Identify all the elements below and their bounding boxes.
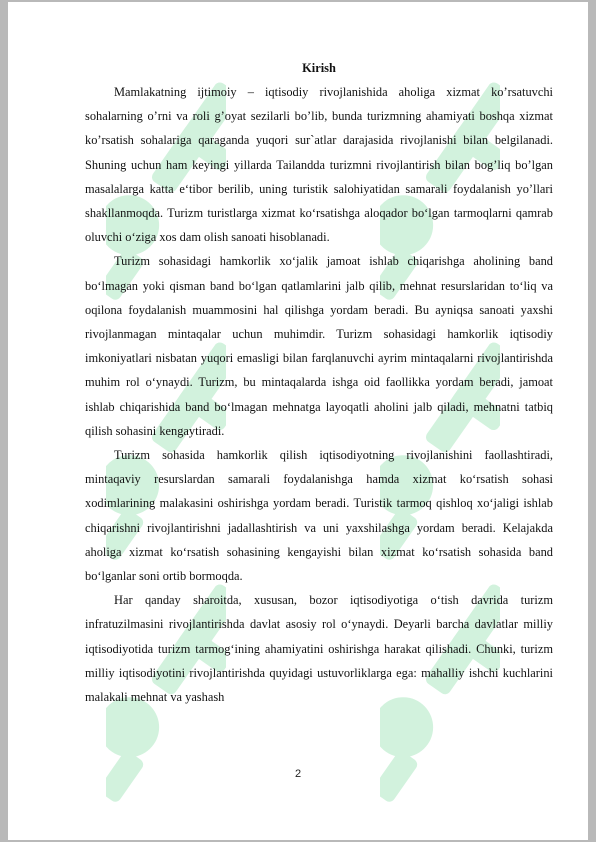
page-number: 2: [294, 768, 302, 780]
paragraph: Turizm sohasida hamkorlik qilish iqtisodiyotning rivojlanishini faollashtiradi, mintaqaviy resurslardan samarali foydalanishga hamda xizmat ko‘rsatish sohasi xodimlarining malakasini oshirishga yordam beradi. Turistik tarmoq qishloq xo‘jaligi ishlab chiqarishni rivojlantirishni jadallashtirish va uni yaxshilashga yordam beradi. Kelajakda aholiga xizmat ko‘rsatish sohasining kengayishi bilan xizmat ko‘rsatish sohasida band bo‘lganlar soni ortib bormoqda.: [85, 448, 553, 584]
document-page: [8, 2, 588, 840]
document-title: Kirish: [302, 61, 336, 75]
document-body: [85, 56, 553, 709]
paragraph: Har qanday sharoitda, xususan, bozor iqtisodiyotiga o‘tish davrida turizm infratuzilmasini rivojlantirishda davlat asosiy rol o‘ynaydi. Deyarli barcha davlatlar milliy iqtisodiyotida turizm tarmog‘ining ahamiyatini oshirishga harakat qilishadi. Chunki, turizm milliy iqtisodiyotini rivojlantirishda quyidagi ustuvorliklarga ega: mahalliy ishchi kuchlarini malakali mehnat va yashash: [85, 593, 553, 705]
paragraph: Mamlakatning ijtimoiy – iqtisodiy rivojlanishida aholiga xizmat ko’rsatuvchi sohalarning o’rni va roli g’oyat sezilarli bo’lib, bunda turizmning ahamiyati boshqa xizmat ko’rsatish sohalariga qaraganda yuqori sur`atlar darajasida rivojlanishi bilan belgilanadi. Shuning uchun ham keyingi yillarda Tailandda turizmni rivojlantirish bilan bog’liq bo’lgan masalalarga katta e‘tibor berilib, uning turistik salohiyatidan samarali foydalanish yo’llari shakllanmoqda. Turizm turistlarga xizmat ko‘rsatishga aloqador bo‘lgan tarmoqlarni qamrab oluvchi o‘ziga xos dam olish sanoati hisoblanadi.: [85, 85, 553, 245]
paragraph: Turizm sohasidagi hamkorlik xo‘jalik jamoat ishlab chiqarishga aholining band bo‘lmagan yoki qisman band bo‘lgan qatlamlarini jalb qilib, mehnat resurslaridan to‘liq va oqilona foydalanish muammosini hal qilishga yordam beradi. Bu ayniqsa sanoati yaxshi rivojlanmagan mintaqalar uchun muhimdir. Turizm sohasidagi hamkorlik iqtisodiy imkoniyatlari nisbatan yuqori emasligi bilan farqlanuvchi ayrim mintaqalarni rivojlantirishda muhim rol o‘ynaydi. Turizm, bu mintaqalarda ishga oid faollikka yordam beradi, jamoat ishlab chiqarishida band bo‘lmagan mehnatga layoqatli aholini jalb qiladi, mehnatni tatbiq qilish sohasini kengaytiradi.: [85, 254, 553, 438]
